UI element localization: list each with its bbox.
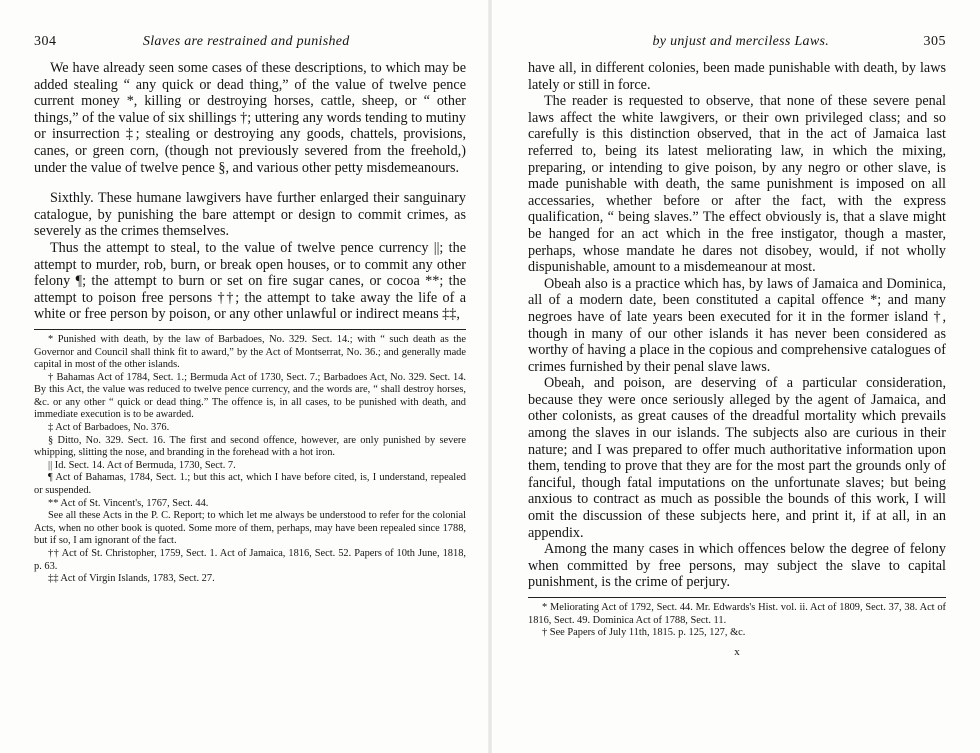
left-footnote: ¶ Act of Bahamas, 1784, Sect. 1.; but this act, which I have before cited, is, I understand, repealed or suspended. [34,472,466,497]
signature-mark: x [734,645,740,658]
right-running-head: by unjust and merciless Laws. [652,34,830,49]
left-footnote: * Punished with death, by the law of Barbadoes, No. 329. Sect. 14.; with “ such death as the Governor and Council shall think fit to award,” by the Act of Montserrat, No. 36.; and generally made capital in most of the other islands. [34,333,466,371]
left-paragraph-2: Sixthly. These humane lawgivers have further enlarged their sanguinary catalogue, by punishing the bare attempt or design to commit crimes, as severely as the crimes themselves. [34,190,466,240]
right-paragraph-5: Among the many cases in which offences below the degree of felony when committed by free persons, may subject the slave to capital punishment, is the crime of perjury. [528,541,946,591]
left-paragraph-1: We have already seen some cases of these descriptions, to which may be added stealing “ any quick or dead thing,” of the value of twelve pence current money *, killing or destroying horses, cattle, sheep, or “ other things,” of the value of six shillings †; uttering any words tending to mutiny or insurrection ‡; stealing or destroying any goods, chattels, provisions, canes, or green corn, (though not previously severed from the freehold,) under the value of twelve pence §, and various other petty misdemeanours. [34,60,466,176]
left-footnote: †† Act of St. Christopher, 1759, Sect. 1. Act of Jamaica, 1816, Sect. 52. Papers of 10th June, 1818, p. 63. [34,548,466,572]
left-body [34,60,466,323]
left-footnote-rule [34,329,466,330]
left-footnote: ‡ Act of Barbadoes, No. 376. [48,422,170,434]
right-page-number: 305 [923,34,946,49]
right-body [528,60,946,591]
left-page-number: 304 [34,34,57,49]
right-footnote-rule [528,597,946,598]
left-paragraph-3: Thus the attempt to steal, to the value of twelve pence currency ||; the attempt to murder, rob, burn, or break open houses, or to commit any other felony ¶; the attempt to burn or set on fire sugar canes, or cocoa **; the attempt to poison free persons ††; the attempt to take away the life of a white or free person by poison, or any other unlawful or indirect means ‡‡, [34,239,466,323]
right-footnote: * Meliorating Act of 1792, Sect. 44. Mr. Edwards's Hist. vol. ii. Act of 1809, Sect. 37, 38. Act of 1816, Sect. 49. Dominica Act of 1788, Sect. 11. [528,602,946,626]
left-footnote: See all these Acts in the P. C. Report; to which let me always be understood to refer for the colonial Acts, when no other book is quoted. Some more of them, perhaps, may have been repealed since 1788, but if so, I am ignorant of the fact. [34,510,466,547]
right-page [490,0,980,753]
right-running-header [528,34,946,60]
left-footnote: † Bahamas Act of 1784, Sect. 1.; Bermuda Act of 1730, Sect. 7.; Barbadoes Act, No. 329. Sect. 14. By this Act, the value was reduced to twelve pence currency, and the words are, “ shall destroy horses, &c. or any other “ quick or dead thing.” The offence is, in all cases, to be punished with death, and immediate execution is to be awarded. [34,371,466,421]
right-paragraph-3: Obeah also is a practice which has, by laws of Jamaica and Dominica, all of a modern date, been constituted a capital offence *; and many negroes have of late years been executed for it in the former island †, though in many of our other islands it has never been considered as worthy of having a place in the copious and comprehensive catalogues of crimes furnished by their penal slave laws. [528,275,946,375]
left-running-header [34,34,466,60]
left-footnote: ‡‡ Act of Virgin Islands, 1783, Sect. 27. [48,573,215,585]
right-paragraph-1: have all, in different colonies, been made punishable with death, by laws lately or still in force. [528,60,946,93]
left-footnote: ** Act of St. Vincent's, 1767, Sect. 44. [48,497,209,509]
right-paragraph-4: Obeah, and poison, are deserving of a particular consideration, because they were once seriously alleged by the agent of Jamaica, and other colonists, as great causes of the dreadful mortality which prevails among the slaves in our islands. The subjects also are curious in their nature; and I was prepared to offer much authoritative information upon them, tending to prove that they are for the most part the grounds only of fanciful, though fatal imputations on the unfortunate slaves; but being anxious to contract as much as possible the bounds of this work, I will omit the discussion of these subjects here, and print it, if at all, in an appendix. [528,375,946,541]
left-running-head: Slaves are restrained and punished [142,34,350,49]
right-footnotes [528,602,946,640]
left-footnote: § Ditto, No. 329. Sect. 16. The first and second offence, however, are only punished by severe whipping, slitting the nose, and branding in the forehead with a hot iron. [34,434,466,459]
left-footnotes [34,334,466,586]
right-footnote: † See Papers of July 11th, 1815. p. 125, 127, &c. [542,627,746,639]
right-paragraph-2: The reader is requested to observe, that none of these severe penal laws affect the white lawgivers, or their own privileged class; and so carefully is this distinction observed, that in the act of Jamaica last referred to, being its latest meliorating law, in which the mixing, preparing, or intending to give poison, by any negro or other slave, is made punishable with death, the same punishment is imposed on all accessaries, whether before or after the fact, with the express qualification, “ being slaves.” The effect obviously is, that a slave might be hanged for an act which in the free instigator, though a master, perhaps, whose mandate he dares not disobey, would, if not wholly dispunishable, amount to a misdemeanour at most. [528,93,946,276]
left-footnote: || Id. Sect. 14. Act of Bermuda, 1730, Sect. 7. [48,459,236,471]
